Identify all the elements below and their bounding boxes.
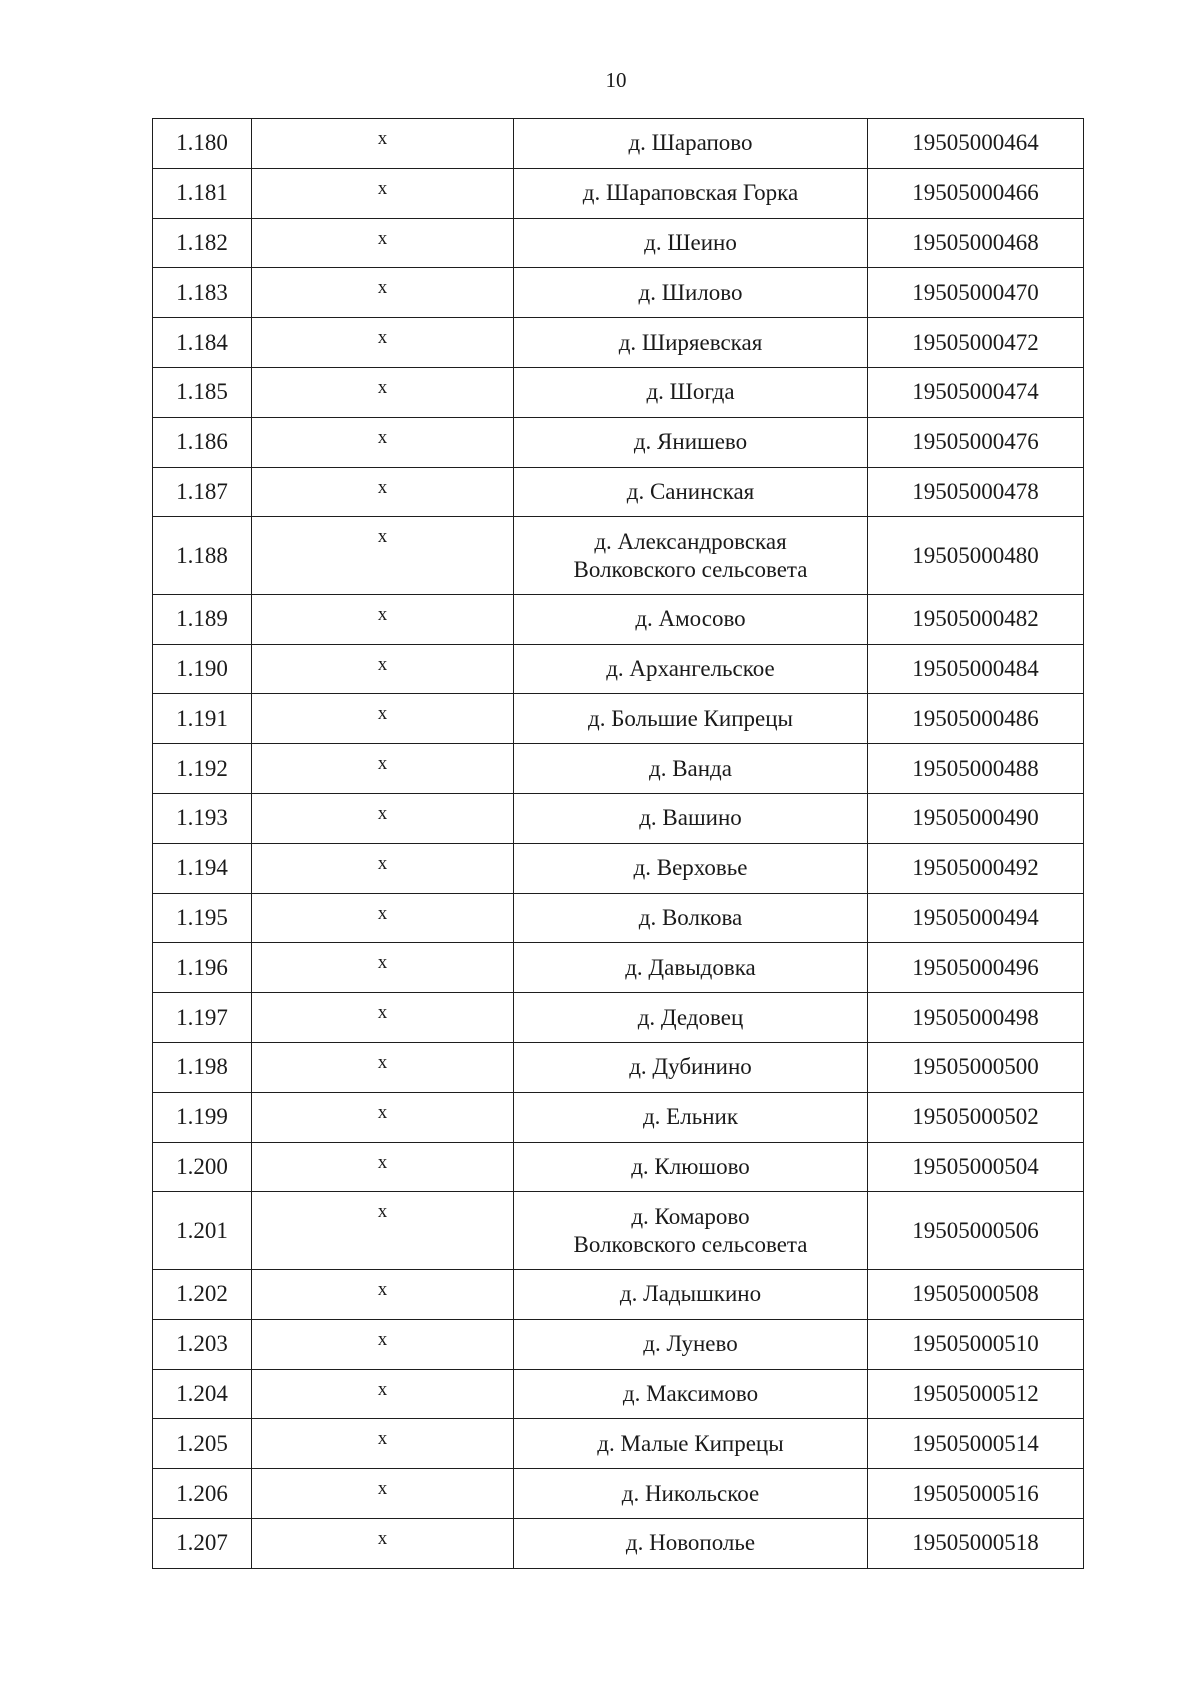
settlement-name-cell	[514, 893, 868, 943]
oktmo-code-cell: 19505000494	[868, 893, 1084, 943]
table-row	[153, 594, 1084, 644]
oktmo-code-cell: 19505000504	[868, 1142, 1084, 1192]
settlement-name-line: д. Александровская	[594, 528, 787, 554]
table-row	[153, 744, 1084, 794]
settlement-name-cell	[514, 218, 868, 268]
table-row	[153, 644, 1084, 694]
settlement-name-line: д. Ванда	[649, 755, 732, 781]
mark-cell: x	[252, 168, 514, 218]
settlement-name-line: Волковского сельсовета	[573, 1231, 808, 1257]
row-number-cell: 1.181	[153, 168, 252, 218]
settlement-name-cell	[514, 1043, 868, 1093]
table-row	[153, 1469, 1084, 1519]
settlement-name-cell	[514, 318, 868, 368]
row-number-cell: 1.188	[153, 517, 252, 595]
settlement-name-cell	[514, 943, 868, 993]
oktmo-code-cell: 19505000500	[868, 1043, 1084, 1093]
mark-cell: x	[252, 1369, 514, 1419]
oktmo-code-cell: 19505000492	[868, 843, 1084, 893]
mark-cell: x	[252, 943, 514, 993]
row-number-cell: 1.190	[153, 644, 252, 694]
oktmo-code-cell: 19505000498	[868, 993, 1084, 1043]
settlement-name-line: д. Волкова	[638, 905, 743, 931]
settlement-name-cell	[514, 1319, 868, 1369]
row-number-cell: 1.196	[153, 943, 252, 993]
row-number-cell: 1.191	[153, 694, 252, 744]
table-row	[153, 993, 1084, 1043]
mark-cell: x	[252, 367, 514, 417]
mark-cell: x	[252, 1419, 514, 1469]
mark-cell: x	[252, 1518, 514, 1568]
settlement-name-cell	[514, 993, 868, 1043]
table-row	[153, 1269, 1084, 1319]
settlement-name-line: д. Янишево	[633, 429, 748, 455]
settlement-name-line: д. Шараповская Горка	[582, 180, 799, 206]
settlement-name-line: д. Санинская	[626, 478, 755, 504]
settlement-name-line: д. Амосово	[635, 606, 746, 632]
mark-cell: x	[252, 119, 514, 169]
row-number-cell: 1.182	[153, 218, 252, 268]
row-number-cell: 1.186	[153, 417, 252, 467]
settlement-name-cell	[514, 1518, 868, 1568]
table-row	[153, 1142, 1084, 1192]
mark-cell: x	[252, 1319, 514, 1369]
mark-cell: x	[252, 644, 514, 694]
row-number-cell: 1.198	[153, 1043, 252, 1093]
table-row	[153, 367, 1084, 417]
table-row	[153, 268, 1084, 318]
oktmo-code-cell: 19505000472	[868, 318, 1084, 368]
settlement-name-cell	[514, 794, 868, 844]
mark-cell: x	[252, 218, 514, 268]
table-row	[153, 318, 1084, 368]
settlement-name-cell	[514, 367, 868, 417]
settlement-name-cell	[514, 517, 868, 595]
settlement-name-line: д. Малые Кипрецы	[597, 1430, 784, 1456]
mark-cell: x	[252, 417, 514, 467]
settlement-name-line: д. Ельник	[642, 1104, 738, 1130]
settlement-name-line: д. Лунево	[643, 1331, 738, 1357]
row-number-cell: 1.185	[153, 367, 252, 417]
mark-cell: x	[252, 1092, 514, 1142]
table-row	[153, 417, 1084, 467]
mark-cell: x	[252, 594, 514, 644]
oktmo-code-cell: 19505000508	[868, 1269, 1084, 1319]
settlement-name-line: д. Вашино	[639, 805, 742, 831]
oktmo-code-cell: 19505000514	[868, 1419, 1084, 1469]
row-number-cell: 1.194	[153, 843, 252, 893]
mark-cell: x	[252, 1192, 514, 1270]
oktmo-code-cell: 19505000490	[868, 794, 1084, 844]
row-number-cell: 1.189	[153, 594, 252, 644]
mark-cell: x	[252, 1043, 514, 1093]
settlement-name-line: д. Шилово	[638, 279, 743, 305]
oktmo-code-cell: 19505000488	[868, 744, 1084, 794]
settlement-name-line: д. Давыдовка	[625, 954, 756, 980]
row-number-cell: 1.206	[153, 1469, 252, 1519]
table-row	[153, 794, 1084, 844]
settlement-name-cell	[514, 744, 868, 794]
row-number-cell: 1.200	[153, 1142, 252, 1192]
row-number-cell: 1.203	[153, 1319, 252, 1369]
row-number-cell: 1.199	[153, 1092, 252, 1142]
row-number-cell: 1.183	[153, 268, 252, 318]
page-number: 10	[605, 68, 627, 92]
mark-cell: x	[252, 268, 514, 318]
settlement-name-line: д. Шогда	[646, 379, 735, 405]
row-number-cell: 1.201	[153, 1192, 252, 1270]
table-row	[153, 517, 1084, 595]
settlement-name-cell	[514, 594, 868, 644]
settlement-name-cell	[514, 1469, 868, 1519]
oktmo-code-cell: 19505000480	[868, 517, 1084, 595]
table-row	[153, 218, 1084, 268]
row-number-cell: 1.205	[153, 1419, 252, 1469]
row-number-cell: 1.204	[153, 1369, 252, 1419]
row-number-cell: 1.187	[153, 467, 252, 517]
row-number-cell: 1.192	[153, 744, 252, 794]
settlement-name-line: д. Верховье	[633, 855, 748, 881]
mark-cell: x	[252, 694, 514, 744]
table-body	[153, 119, 1084, 1569]
table-row	[153, 119, 1084, 169]
mark-cell: x	[252, 1142, 514, 1192]
oktmo-code-cell: 19505000464	[868, 119, 1084, 169]
row-number-cell: 1.202	[153, 1269, 252, 1319]
table-row	[153, 1043, 1084, 1093]
oktmo-code-cell: 19505000486	[868, 694, 1084, 744]
row-number-cell: 1.195	[153, 893, 252, 943]
settlement-name-line: д. Большие Кипрецы	[588, 705, 793, 731]
settlement-name-cell	[514, 644, 868, 694]
settlement-name-line: д. Архангельское	[606, 656, 775, 682]
table-row	[153, 694, 1084, 744]
oktmo-code-cell: 19505000474	[868, 367, 1084, 417]
settlement-name-line: д. Клюшово	[631, 1154, 750, 1180]
mark-cell: x	[252, 744, 514, 794]
settlement-name-cell	[514, 168, 868, 218]
table-row	[153, 1092, 1084, 1142]
settlement-name-line: Волковского сельсовета	[573, 556, 808, 582]
settlement-name-line: д. Комарово	[631, 1203, 750, 1229]
settlement-name-cell	[514, 268, 868, 318]
row-number-cell: 1.207	[153, 1518, 252, 1568]
oktmo-code-cell: 19505000470	[868, 268, 1084, 318]
mark-cell: x	[252, 993, 514, 1043]
settlement-name-cell	[514, 467, 868, 517]
settlement-name-line: д. Дедовец	[637, 1004, 744, 1030]
mark-cell: x	[252, 517, 514, 595]
oktmo-code-cell: 19505000518	[868, 1518, 1084, 1568]
settlement-name-cell	[514, 1269, 868, 1319]
row-number-cell: 1.197	[153, 993, 252, 1043]
table-row	[153, 1518, 1084, 1568]
row-number-cell: 1.180	[153, 119, 252, 169]
table-row	[153, 467, 1084, 517]
row-number-cell: 1.184	[153, 318, 252, 368]
oktmo-code-cell: 19505000506	[868, 1192, 1084, 1270]
settlement-name-cell	[514, 694, 868, 744]
table-row	[153, 1369, 1084, 1419]
oktmo-code-cell: 19505000516	[868, 1469, 1084, 1519]
settlement-name-cell	[514, 1092, 868, 1142]
settlement-name-line: д. Новополье	[625, 1530, 756, 1556]
mark-cell: x	[252, 893, 514, 943]
oktmo-code-cell: 19505000510	[868, 1319, 1084, 1369]
mark-cell: x	[252, 794, 514, 844]
settlement-name-line: д. Максимово	[622, 1380, 759, 1406]
settlement-name-cell	[514, 1369, 868, 1419]
mark-cell: x	[252, 843, 514, 893]
settlement-name-line: д. Ширяевская	[618, 329, 763, 355]
oktmo-code-cell: 19505000478	[868, 467, 1084, 517]
table-row	[153, 1419, 1084, 1469]
mark-cell: x	[252, 318, 514, 368]
mark-cell: x	[252, 1269, 514, 1319]
settlement-name-cell	[514, 119, 868, 169]
table-row	[153, 943, 1084, 993]
table-row	[153, 1192, 1084, 1270]
oktmo-code-cell: 19505000484	[868, 644, 1084, 694]
table-row	[153, 843, 1084, 893]
oktmo-code-cell: 19505000496	[868, 943, 1084, 993]
settlement-name-cell	[514, 417, 868, 467]
settlement-name-line: д. Шарапово	[628, 130, 753, 156]
oktmo-code-cell: 19505000466	[868, 168, 1084, 218]
settlement-name-line: д. Ладышкино	[619, 1281, 762, 1307]
oktmo-code-cell: 19505000482	[868, 594, 1084, 644]
oktmo-code-cell: 19505000468	[868, 218, 1084, 268]
oktmo-code-cell: 19505000476	[868, 417, 1084, 467]
mark-cell: x	[252, 467, 514, 517]
settlement-name-cell	[514, 1142, 868, 1192]
row-number-cell: 1.193	[153, 794, 252, 844]
settlement-name-line: д. Никольское	[621, 1480, 760, 1506]
settlement-name-line: д. Шеино	[644, 229, 737, 255]
settlement-name-cell	[514, 1419, 868, 1469]
settlement-name-cell	[514, 1192, 868, 1270]
oktmo-code-cell: 19505000502	[868, 1092, 1084, 1142]
table-row	[153, 168, 1084, 218]
table-row	[153, 893, 1084, 943]
settlement-name-line: д. Дубинино	[629, 1054, 752, 1080]
settlements-table	[152, 118, 1084, 1569]
oktmo-code-cell: 19505000512	[868, 1369, 1084, 1419]
mark-cell: x	[252, 1469, 514, 1519]
table-row	[153, 1319, 1084, 1369]
settlement-name-cell	[514, 843, 868, 893]
